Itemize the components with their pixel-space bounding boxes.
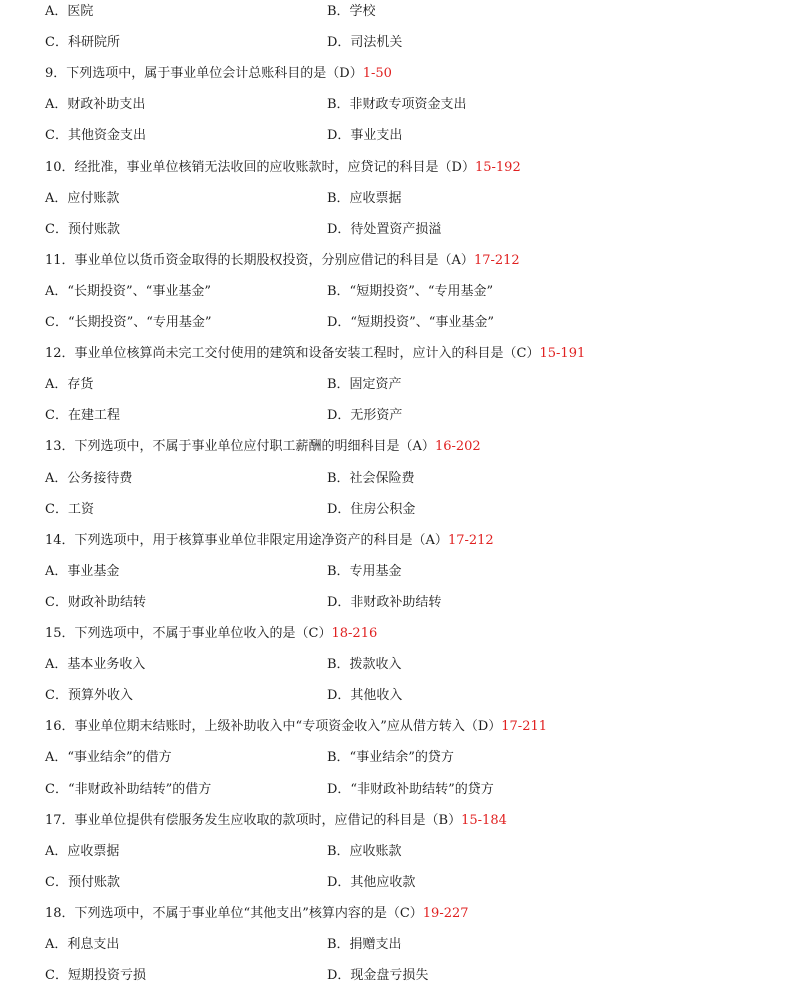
option-left: A．利息支出 xyxy=(45,937,120,952)
option-left: A．基本业务收入 xyxy=(45,657,146,673)
question-text: 14．下列选项中，用于核算事业单位非限定用途净资产的科目是（A） xyxy=(45,532,448,548)
page-reference: 16-202 xyxy=(434,439,481,455)
question-row xyxy=(0,711,791,742)
question-line xyxy=(45,58,392,89)
option-left: A．“事业结余”的借方 xyxy=(45,750,172,766)
question-text: 16．事业单位期末结账时，上级补助收入中“专项资金收入”应从借方转入（D） xyxy=(45,719,502,735)
options-row xyxy=(0,400,791,431)
option-right: B．固定资产 xyxy=(327,377,402,393)
page-reference: 15-184 xyxy=(461,812,507,828)
option-right: B．社会保险费 xyxy=(327,470,415,486)
question-text: 15．下列选项中，不属于事业单位收入的是（C） xyxy=(45,626,332,641)
page-reference: 17-212 xyxy=(473,252,520,268)
option-left: C．其他资金支出 xyxy=(45,128,146,144)
page-reference: 18-216 xyxy=(331,626,378,641)
page-reference: 17-212 xyxy=(447,532,494,548)
option-right: B．“事业结余”的贷方 xyxy=(327,750,454,766)
option-left: A．应付账款 xyxy=(45,190,120,206)
question-line xyxy=(45,525,494,556)
question-text: 17．事业单位提供有偿服务发生应收取的款项时，应借记的科目是（B） xyxy=(45,812,462,828)
option-right: B．应收账款 xyxy=(327,843,402,859)
question-row xyxy=(0,525,791,556)
question-row xyxy=(0,431,791,462)
question-row xyxy=(0,152,791,183)
options-row xyxy=(0,867,791,898)
options-row xyxy=(0,0,791,27)
question-line xyxy=(45,152,521,183)
option-left: C．“非财政补助结转”的借方 xyxy=(45,781,212,797)
options-row xyxy=(0,929,791,960)
question-text: 11．事业单位以货币资金取得的长期股权投资，分别应借记的科目是（A） xyxy=(45,252,474,268)
question-row xyxy=(0,618,791,649)
question-row xyxy=(0,805,791,836)
option-right: D．无形资产 xyxy=(327,408,403,424)
question-row xyxy=(0,58,791,89)
option-left: C．短期投资亏损 xyxy=(45,968,146,984)
option-left: A．财政补助支出 xyxy=(45,97,146,113)
option-right: D．其他收入 xyxy=(327,688,403,704)
options-row xyxy=(0,836,791,867)
options-row xyxy=(0,680,791,711)
option-left: A．存货 xyxy=(45,377,94,393)
option-right: B．拨款收入 xyxy=(327,657,402,673)
question-text: 18．下列选项中，不属于事业单位“其他支出”核算内容的是（C） xyxy=(45,905,423,921)
option-right: D．非财政补助结转 xyxy=(327,594,442,610)
option-right: D．待处置资产损溢 xyxy=(327,221,442,237)
question-line xyxy=(45,338,585,369)
question-row xyxy=(0,898,791,929)
question-line xyxy=(45,898,469,929)
option-right: D．“短期投资”、“事业基金” xyxy=(327,315,495,330)
option-left: C．预算外收入 xyxy=(45,688,133,704)
question-text: 12．事业单位核算尚未完工交付使用的建筑和设备安装工程时，应计入的科目是（C） xyxy=(45,346,540,362)
option-right: D．现金盘亏损失 xyxy=(327,968,429,984)
option-left: C．“长期投资”、“专用基金” xyxy=(45,315,212,330)
option-left: A．医院 xyxy=(45,4,94,19)
option-right: B．专用基金 xyxy=(327,563,402,579)
option-left: C．工资 xyxy=(45,501,94,517)
options-row xyxy=(0,494,791,525)
options-row xyxy=(0,369,791,400)
option-right: D．“非财政补助结转”的贷方 xyxy=(327,781,494,797)
question-row xyxy=(0,245,791,276)
option-left: C．预付账款 xyxy=(45,874,120,890)
option-left: A．应收票据 xyxy=(45,843,120,859)
question-line xyxy=(45,431,481,462)
option-right: D．司法机关 xyxy=(327,35,403,51)
option-right: D．其他应收款 xyxy=(327,874,416,890)
option-left: A．事业基金 xyxy=(45,563,120,579)
options-row xyxy=(0,556,791,587)
options-row xyxy=(0,960,791,991)
options-row xyxy=(0,27,791,58)
options-row xyxy=(0,183,791,214)
page-reference: 15-192 xyxy=(474,159,521,175)
option-right: B．捐赠支出 xyxy=(327,937,402,952)
options-row xyxy=(0,649,791,680)
option-right: D．住房公积金 xyxy=(327,501,416,517)
question-line xyxy=(45,245,520,276)
option-left: C．预付账款 xyxy=(45,221,120,237)
option-right: B．“短期投资”、“专用基金” xyxy=(327,283,494,299)
option-left: A．“长期投资”、“事业基金” xyxy=(45,283,211,299)
option-right: B．学校 xyxy=(327,4,376,19)
question-text: 13．下列选项中，不属于事业单位应付职工薪酬的明细科目是（A） xyxy=(45,439,435,455)
page-reference: 1-50 xyxy=(362,66,392,82)
page-reference: 19-227 xyxy=(422,905,469,921)
question-row xyxy=(0,338,791,369)
options-row xyxy=(0,276,791,307)
question-text: 9．下列选项中，属于事业单位会计总账科目的是（D） xyxy=(45,66,363,82)
question-line xyxy=(45,805,507,836)
page-reference: 15-191 xyxy=(539,346,586,362)
options-row xyxy=(0,742,791,773)
question-text: 10．经批准，事业单位核销无法收回的应收账款时，应贷记的科目是（D） xyxy=(45,159,475,175)
option-right: D．事业支出 xyxy=(327,128,403,144)
option-right: B．非财政专项资金支出 xyxy=(327,97,467,113)
options-row xyxy=(0,587,791,618)
page-reference: 17-211 xyxy=(501,719,548,735)
option-left: C．在建工程 xyxy=(45,408,120,424)
options-row xyxy=(0,463,791,494)
options-row xyxy=(0,774,791,805)
option-left: A．公务接待费 xyxy=(45,470,133,486)
options-row xyxy=(0,307,791,338)
options-row xyxy=(0,120,791,151)
option-left: C．财政补助结转 xyxy=(45,594,146,610)
options-row xyxy=(0,89,791,120)
question-line xyxy=(45,711,547,742)
question-line xyxy=(45,618,377,649)
option-left: C．科研院所 xyxy=(45,35,120,51)
options-row xyxy=(0,214,791,245)
option-right: B．应收票据 xyxy=(327,190,402,206)
